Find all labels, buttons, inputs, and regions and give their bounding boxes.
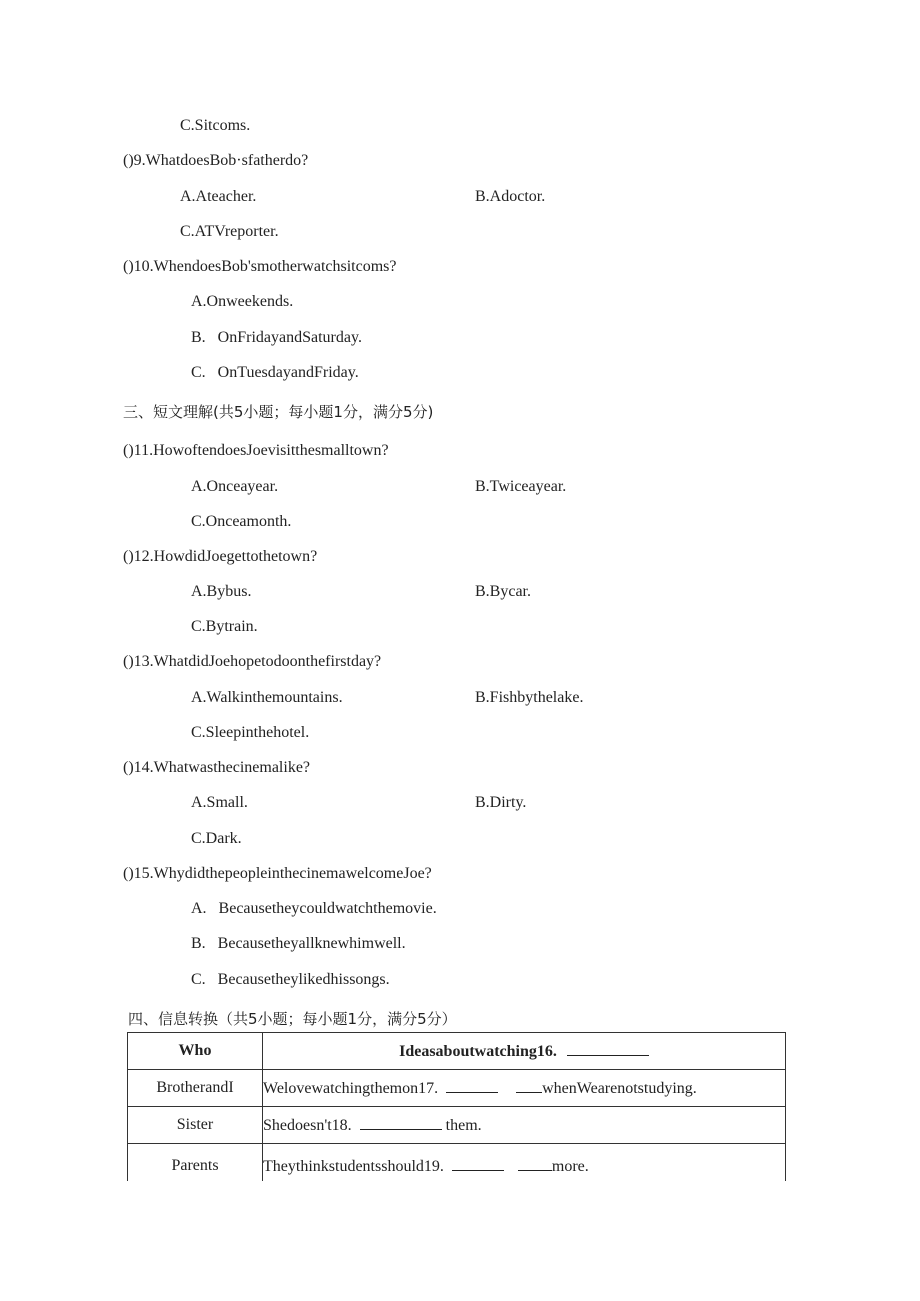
section-4-heading: 四、信息转换（共5小题；每小题1分，满分5分）	[128, 1010, 457, 1028]
q11-option-b: B.Twiceayear.	[475, 478, 567, 495]
blank-16[interactable]	[567, 1041, 649, 1056]
row-idea-tail: more.	[551, 1158, 589, 1175]
q10-option-c: C. OnTuesdayandFriday.	[191, 364, 359, 381]
q11-stem: ()11.HowoftendoesJoevisitthesmalltown?	[123, 442, 389, 459]
row-who: Sister	[128, 1107, 263, 1144]
blank-19b[interactable]	[518, 1156, 552, 1171]
q12-option-a: A.Bybus.	[191, 583, 252, 600]
info-table	[127, 1032, 786, 1189]
header-ideas	[263, 1033, 786, 1070]
q14-option-b: B.Dirty.	[475, 794, 527, 811]
q9-stem: ()9.WhatdoesBob·sfatherdo?	[123, 152, 309, 169]
row-idea-text: Theythinkstudentsshould19.	[263, 1158, 444, 1175]
q15-option-a: A. Becausetheycouldwatchthemovie.	[191, 900, 437, 917]
q8-option-c: C.Sitcoms.	[180, 117, 251, 134]
row-idea	[263, 1107, 786, 1144]
table-row	[128, 1107, 786, 1144]
row-who: Parents	[128, 1144, 263, 1189]
q13-option-b: B.Fishbythelake.	[475, 689, 584, 706]
q13-stem: ()13.WhatdidJoehopetodoonthefirstday?	[123, 653, 382, 670]
row-idea	[263, 1070, 786, 1107]
page-cutoff	[0, 1181, 920, 1301]
q11-option-a: A.Onceayear.	[191, 478, 279, 495]
header-ideas-text: Ideasaboutwatching16.	[399, 1043, 557, 1060]
q14-option-c: C.Dark.	[191, 830, 242, 847]
blank-17b[interactable]	[516, 1078, 542, 1093]
q13-option-a: A.Walkinthemountains.	[191, 689, 343, 706]
blank-18[interactable]	[360, 1115, 442, 1130]
q9-option-a: A.Ateacher.	[180, 188, 257, 205]
row-idea-tail: whenWearenotstudying.	[542, 1080, 697, 1097]
table-row	[128, 1070, 786, 1107]
q15-option-b: B. Becausetheyallknewhimwell.	[191, 935, 406, 952]
blank-19a[interactable]	[452, 1156, 504, 1171]
q14-stem: ()14.Whatwasthecinemalike?	[123, 759, 311, 776]
section-3-heading: 三、短文理解(共5小题；每小题1分，满分5分)	[123, 403, 434, 421]
q12-stem: ()12.HowdidJoegettothetown?	[123, 548, 318, 565]
q10-option-a: A.Onweekends.	[191, 293, 294, 310]
q10-option-b: B. OnFridayandSaturday.	[191, 329, 362, 346]
q13-option-c: C.Sleepinthehotel.	[191, 724, 310, 741]
q9-option-b: B.Adoctor.	[475, 188, 546, 205]
q9-option-c: C.ATVreporter.	[180, 223, 279, 240]
table-header-row	[128, 1033, 786, 1070]
q14-option-a: A.Small.	[191, 794, 248, 811]
blank-17a[interactable]	[446, 1078, 498, 1093]
header-who: Who	[128, 1033, 263, 1070]
row-who: BrotherandI	[128, 1070, 263, 1107]
row-idea-text: Shedoesn't18.	[263, 1117, 352, 1134]
row-idea-tail: them.	[445, 1117, 482, 1134]
row-idea-text: Welovewatchingthemon17.	[263, 1080, 439, 1097]
q12-option-b: B.Bycar.	[475, 583, 531, 600]
q12-option-c: C.Bytrain.	[191, 618, 258, 635]
q11-option-c: C.Onceamonth.	[191, 513, 292, 530]
q10-stem: ()10.WhendoesBob'smotherwatchsitcoms?	[123, 258, 397, 275]
q15-option-c: C. Becausetheylikedhissongs.	[191, 971, 390, 988]
q15-stem: ()15.WhydidthepeopleinthecinemawelcomeJoe?	[123, 865, 432, 882]
